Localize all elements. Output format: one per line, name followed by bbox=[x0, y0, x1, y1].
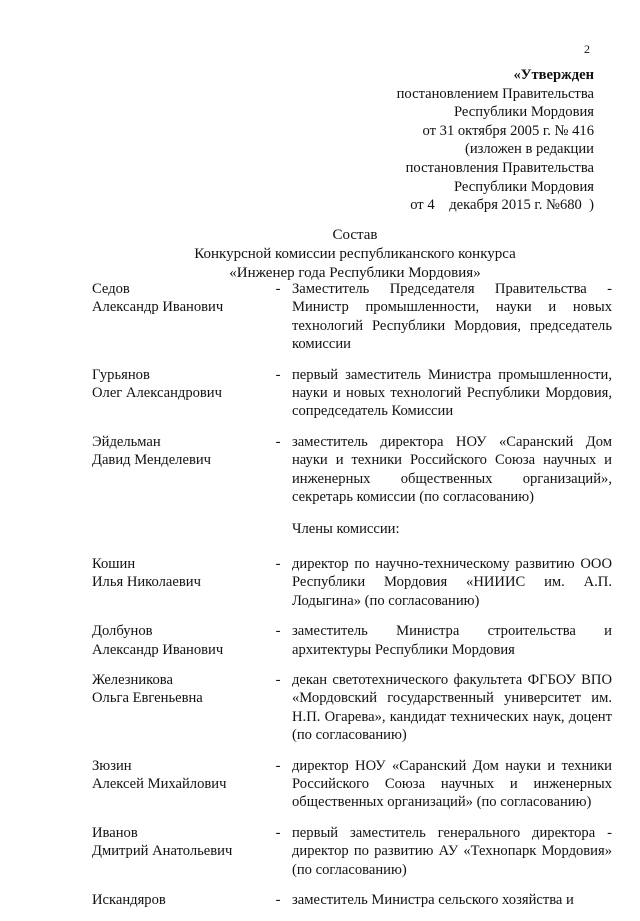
member-given-name: Давид Менделевич bbox=[92, 452, 211, 469]
member-row bbox=[92, 622, 612, 659]
approval-line: постановления Правительства bbox=[405, 159, 594, 176]
member-name bbox=[92, 622, 262, 659]
member-given-name: Илья Николаевич bbox=[92, 574, 201, 591]
member-name bbox=[92, 280, 262, 354]
approval-line: Республики Мордовия bbox=[453, 178, 594, 195]
member-given-name: Алексей Михайлович bbox=[92, 775, 227, 792]
member-role: заместитель Министра строительства и архитектуры Республики Мордовия bbox=[292, 623, 612, 658]
members-list bbox=[92, 280, 612, 921]
member-given-name: Дмитрий Анатольевич bbox=[92, 843, 233, 860]
member-role: директор НОУ «Саранский Дом науки и техники Российского Союза научных и инженерных общественных организаций» (по согласованию) bbox=[292, 757, 612, 811]
dash-separator: - bbox=[275, 555, 281, 572]
member-given-name: Ольга Евгеньевна bbox=[92, 690, 203, 707]
member-role: первый заместитель Министра промышленности, науки и новых технологий Республики Мордовия, сопредседатель Комиссии bbox=[292, 366, 612, 420]
member-surname: Гурьянов bbox=[92, 366, 150, 383]
member-row bbox=[92, 280, 612, 354]
member-row bbox=[92, 671, 612, 745]
member-surname: Железникова bbox=[92, 671, 173, 688]
member-role: Заместитель Председателя Правительства - Министр промышленности, науки и новых технологий Республики Мордовия, председатель комиссии bbox=[292, 281, 612, 353]
member-surname: Зюзин bbox=[92, 757, 132, 774]
member-name bbox=[92, 671, 262, 745]
member-name bbox=[92, 433, 262, 507]
member-row bbox=[92, 433, 612, 507]
member-given-name: Олег Александрович bbox=[92, 385, 222, 402]
member-surname: Седов bbox=[92, 281, 130, 297]
member-row bbox=[92, 824, 612, 879]
member-role: первый заместитель генерального директора - директор по развитию АУ «Технопарк Мордовия» (по согласованию) bbox=[292, 824, 612, 878]
approval-line: Республики Мордовия bbox=[453, 104, 594, 121]
member-name bbox=[92, 366, 262, 421]
member-name bbox=[92, 891, 262, 909]
member-row bbox=[92, 366, 612, 421]
page-number: 2 bbox=[584, 42, 590, 56]
member-given-name: Александр Иванович bbox=[92, 299, 224, 316]
approval-block bbox=[397, 66, 594, 215]
approval-line: постановлением Правительства bbox=[396, 85, 594, 102]
approval-line: (изложен в редакции bbox=[464, 141, 594, 158]
composition-subtitle-line1: Конкурсной комиссии республиканского конкурса bbox=[194, 246, 516, 262]
member-surname: Эйдельман bbox=[92, 433, 161, 450]
member-row bbox=[92, 757, 612, 812]
dash-separator: - bbox=[275, 824, 281, 841]
dash-separator: - bbox=[275, 757, 281, 774]
composition-title: Состав bbox=[332, 227, 378, 243]
dash-separator: - bbox=[275, 281, 281, 297]
member-name bbox=[92, 824, 262, 879]
member-role: заместитель директора НОУ «Саранский Дом науки и техники Российского Союза научных и инженерных общественных организаций», секретарь комиссии (по согласованию) bbox=[292, 433, 612, 506]
member-name bbox=[92, 757, 262, 812]
dash-separator: - bbox=[275, 891, 281, 908]
composition-title-block bbox=[0, 226, 640, 283]
member-given-name: Александр Иванович bbox=[92, 641, 224, 658]
dash-separator: - bbox=[275, 623, 281, 640]
dash-separator: - bbox=[275, 433, 281, 450]
member-role: заместитель Министра сельского хозяйства и bbox=[292, 891, 574, 908]
member-role: декан светотехнического факультета ФГБОУ ВПО «Мордовский государственный университет им. Н.П. Огарева», кандидат технических наук, доцент (по согласованию) bbox=[292, 671, 612, 744]
approval-line: от 31 октября 2005 г. № 416 bbox=[422, 122, 594, 139]
approval-title: «Утвержден bbox=[513, 67, 594, 83]
member-row bbox=[92, 891, 612, 909]
dash-separator: - bbox=[275, 366, 281, 383]
member-row bbox=[92, 555, 612, 610]
member-surname: Иванов bbox=[92, 824, 138, 841]
approval-line: от 4 декабря 2015 г. №680 ) bbox=[410, 197, 594, 214]
member-surname: Кошин bbox=[92, 555, 136, 572]
member-surname: Долбунов bbox=[92, 623, 153, 640]
dash-separator: - bbox=[275, 671, 281, 688]
members-heading: Члены комиссии: bbox=[292, 521, 400, 538]
composition-subtitle-line2: «Инженер года Республики Мордовия» bbox=[229, 265, 481, 281]
member-name bbox=[92, 555, 262, 610]
member-role: директор по научно-техническому развитию ООО Республики Мордовия «НИИИС им. А.П. Лодыгина» (по согласованию) bbox=[292, 555, 612, 609]
member-surname: Искандяров bbox=[92, 891, 166, 908]
